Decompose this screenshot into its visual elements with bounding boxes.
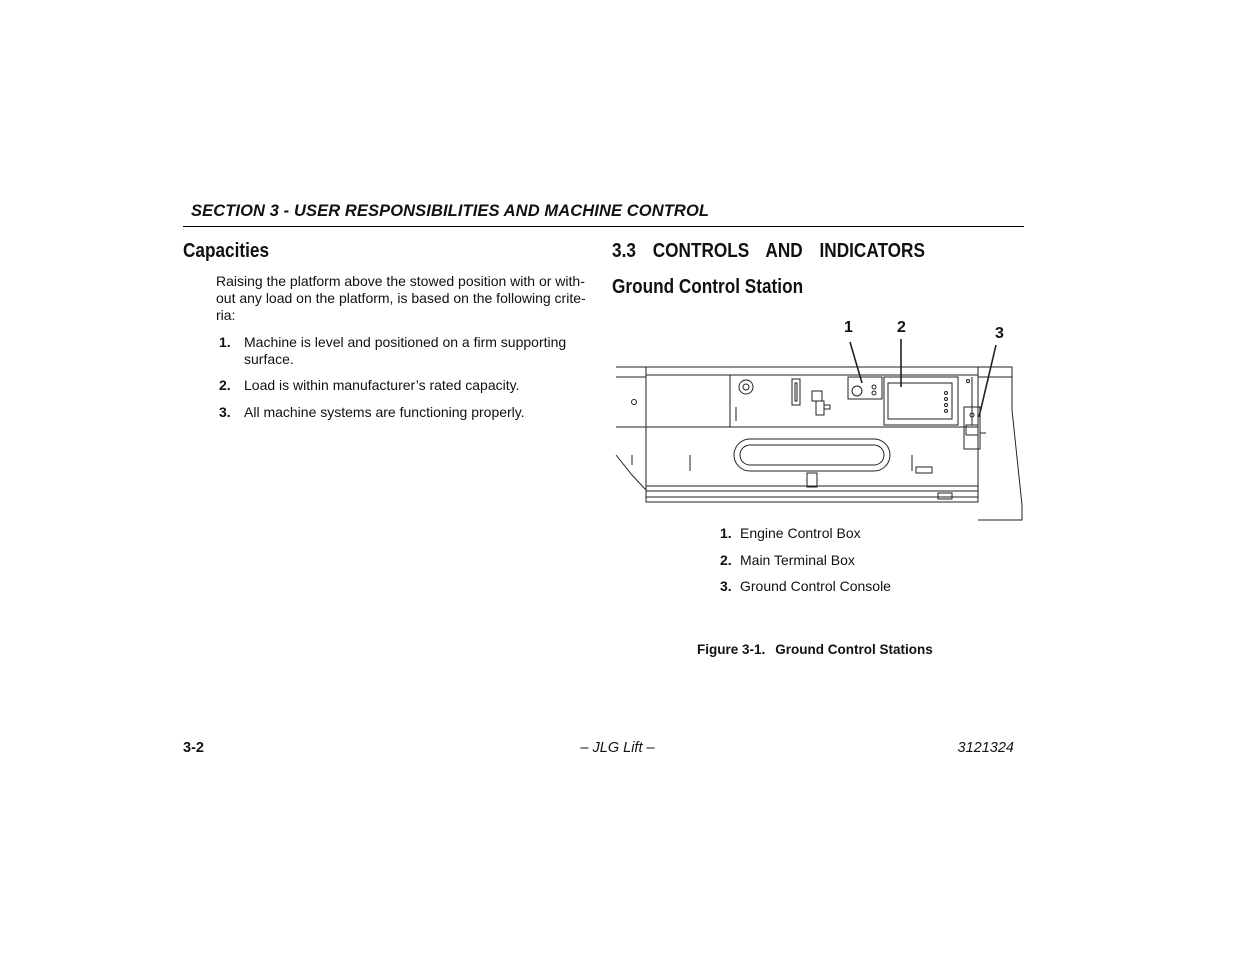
list-item-line: surface. [244,351,294,367]
list-item [219,377,599,394]
controls-heading: 3.3 CONTROLS AND INDICATORS [612,240,925,262]
header-rule [183,226,1024,227]
list-item-number: 1. [219,334,231,350]
list-item-line: Machine is level and positioned on a firm supporting [244,334,567,350]
capacities-intro [216,273,600,324]
page-number: 3-2 [183,740,204,756]
list-item-number: 3. [219,404,231,420]
legend-item-number: 3. [720,578,732,594]
legend-item [720,578,970,595]
document-number: 3121324 [957,740,1014,756]
capacities-heading: Capacities [183,240,270,262]
intro-line: out any load on the platform, is based on the following crite- [216,290,586,306]
intro-line: ria: [216,307,236,323]
footer-publisher: – JLG Lift – [580,740,655,756]
callout-2: 2 [897,319,906,336]
callout-3: 3 [995,325,1004,342]
legend-item-text: Ground Control Console [740,578,891,594]
intro-line: Raising the platform above the stowed position with or with- [216,273,585,289]
list-item-number: 2. [219,377,231,393]
legend-item-number: 2. [720,552,732,568]
list-item-text: All machine systems are functioning properly. [244,404,525,420]
list-item [219,404,599,421]
figure-caption [697,642,933,657]
legend-item-text: Engine Control Box [740,525,861,541]
callout-1: 1 [844,319,853,336]
ground-control-station-heading: Ground Control Station [612,276,804,298]
list-item [219,334,599,368]
machine-drawing [612,315,1024,525]
figure-caption-text: Ground Control Stations [775,642,933,657]
section-header: SECTION 3 - USER RESPONSIBILITIES AND MACHINE CONTROL [191,202,710,220]
legend-item-text: Main Terminal Box [740,552,855,568]
ground-control-figure [612,315,1024,525]
legend-item-number: 1. [720,525,732,541]
legend-item [720,552,970,569]
legend-item [720,525,970,542]
figure-caption-number: Figure 3-1. [697,642,766,657]
list-item-text: Load is within manufacturer’s rated capacity. [244,377,520,393]
list-item-text [244,334,566,368]
